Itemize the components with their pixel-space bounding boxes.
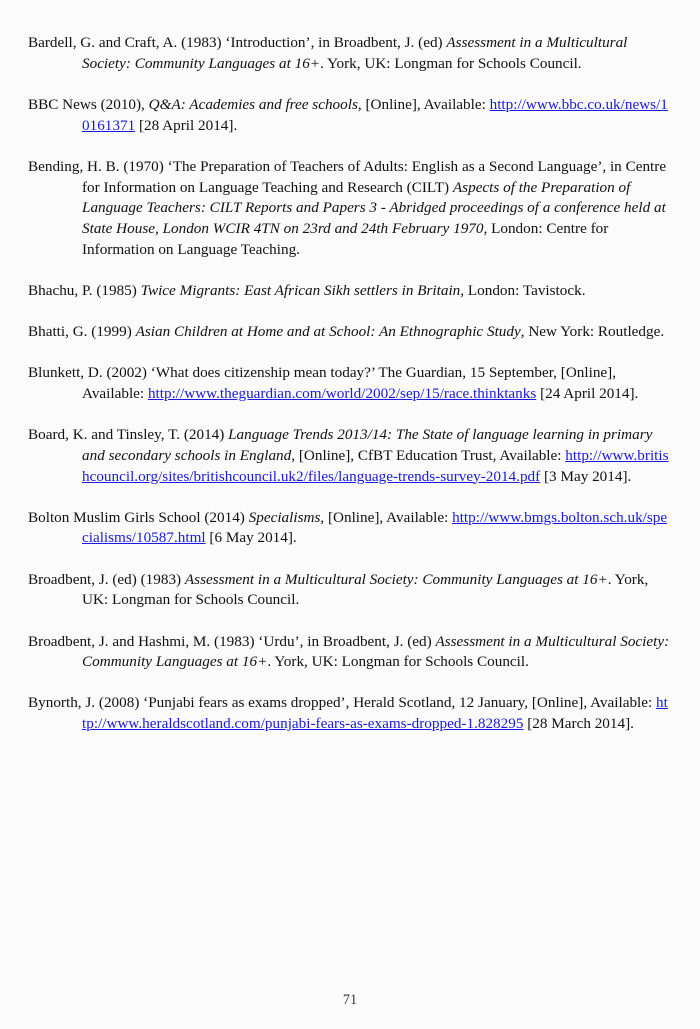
reference-text: Bynorth, J. (2008) ‘Punjabi fears as exams dropped’, Herald Scotland, 12 January, [Online], Available: [28, 694, 657, 712]
page-number: 71 [342, 992, 358, 1008]
reference-text: [3 May 2014]. [540, 467, 632, 485]
reference-entry [28, 95, 672, 136]
reference-text: Broadbent, J. and Hashmi, M. (1983) ‘Urdu’, in Broadbent, J. (ed) [28, 632, 436, 650]
reference-text: [28 March 2014]. [523, 715, 634, 733]
reference-list [28, 33, 672, 735]
reference-title-italic: Assessment in a Multicultural Society: Community Languages at 16+ [82, 34, 628, 72]
reference-text: Bending, H. B. (1970) ‘The Preparation of Teachers of Adults: English as a Second Language’, in Centre for Information on Language Teaching and Research (CILT) [28, 157, 667, 196]
reference-text: Blunkett, D. (2002) ‘What does citizenship mean today?’ The Guardian, 15 September, [Online], Available: [28, 364, 617, 402]
reference-entry [28, 322, 672, 343]
reference-entry [28, 157, 672, 261]
reference-title-italic: Language Trends 2013/14: The State of language learning in primary and secondary schools in England [82, 426, 653, 464]
reference-title-italic: Aspects of the Preparation of Language Teachers: CILT Reports and Papers 3 - Abridged proceedings of a conference held at State House, London WCIR 4TN on 23rd and 24th February 1970 [82, 178, 666, 237]
reference-text: [6 May 2014]. [205, 529, 297, 547]
reference-text: , New York: Routledge. [520, 323, 665, 341]
reference-text: . York, UK: Longman for Schools Council. [267, 653, 529, 671]
reference-text: , [Online], Available: [320, 508, 453, 526]
reference-text: Bhachu, P. (1985) [28, 281, 141, 299]
reference-text: Bhatti, G. (1999) [28, 323, 136, 341]
reference-text: , [Online], Available: [357, 95, 490, 113]
reference-text: BBC News (2010), [28, 95, 149, 113]
reference-entry [28, 281, 672, 302]
reference-link[interactable]: http://www.bmgs.bolton.sch.uk/specialisms/10587.html [82, 508, 668, 547]
reference-link[interactable]: http://www.theguardian.com/world/2002/sep/15/race.thinktanks [147, 384, 537, 402]
reference-entry [28, 425, 672, 487]
reference-entry [28, 693, 672, 734]
reference-entry [28, 363, 672, 404]
reference-text: , [Online], CfBT Education Trust, Available: [291, 446, 566, 464]
reference-link[interactable]: http://www.heraldscotland.com/punjabi-fears-as-exams-dropped-1.828295 [82, 694, 668, 733]
reference-text: , London: Centre for Information on Language Teaching. [82, 219, 609, 258]
reference-text: , London: Tavistock. [460, 281, 586, 299]
reference-text: [28 April 2014]. [135, 116, 238, 134]
reference-entry [28, 632, 672, 673]
reference-title-italic: Assessment in a Multicultural Society: Community Languages at 16+ [82, 632, 670, 671]
reference-entry [28, 33, 672, 74]
reference-text: Broadbent, J. (ed) (1983) [28, 570, 185, 588]
reference-entry [28, 570, 672, 611]
reference-text: . York, UK: Longman for Schools Council. [82, 570, 649, 609]
reference-title-italic: Q&A: Academies and free schools [148, 95, 358, 113]
reference-entry [28, 508, 672, 549]
reference-link[interactable]: http://www.britishcouncil.org/sites/britishcouncil.uk2/files/language-trends-survey-2014.pdf [82, 446, 669, 485]
reference-text: Board, K. and Tinsley, T. (2014) [28, 426, 229, 444]
reference-text: . York, UK: Longman for Schools Council. [320, 54, 582, 72]
reference-title-italic: Assessment in a Multicultural Society: Community Languages at 16+ [184, 570, 608, 588]
reference-title-italic: Twice Migrants: East African Sikh settlers in Britain [140, 281, 461, 299]
reference-title-italic: Asian Children at Home and at School: An Ethnographic Study [135, 323, 521, 341]
reference-text: Bolton Muslim Girls School (2014) [28, 508, 249, 526]
reference-text: Bardell, G. and Craft, A. (1983) ‘Introduction’, in Broadbent, J. (ed) [28, 34, 447, 51]
reference-text: [24 April 2014]. [536, 384, 639, 402]
reference-title-italic: Specialisms [248, 508, 321, 526]
reference-link[interactable]: http://www.bbc.co.uk/news/10161371 [82, 95, 668, 134]
